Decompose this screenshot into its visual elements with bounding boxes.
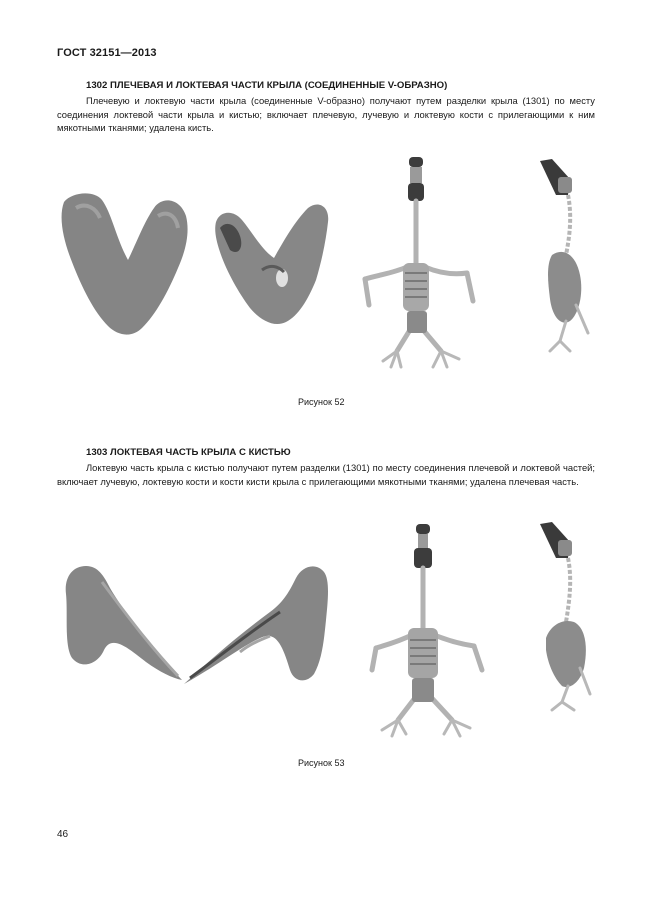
section-title-1302: 1302 ПЛЕЧЕВАЯ И ЛОКТЕВАЯ ЧАСТИ КРЫЛА (СОЕДИНЕННЫЕ V-ОБРАЗНО) bbox=[86, 80, 448, 91]
bird-skeleton-side-image-52 bbox=[530, 155, 605, 355]
forearm-wing-left-image bbox=[62, 560, 187, 685]
section-text-1302: Плечевую и локтевую части крыла (соединенные V-образно) получают путем разделки крыла (1301) по месту соединения локтевой части крыла и кистью; включает плечевую, лучевую и локтевую кости с прилегающими к ним мякотными тканями; удалена кисть. bbox=[57, 95, 595, 134]
wing-v-front-image bbox=[58, 188, 193, 338]
bird-skeleton-side-image-53 bbox=[532, 518, 602, 713]
section-title-1303: 1303 ЛОКТЕВАЯ ЧАСТЬ КРЫЛА С КИСТЬЮ bbox=[86, 447, 291, 458]
forearm-wing-right-image bbox=[180, 560, 335, 685]
bird-skeleton-front-image-52 bbox=[355, 155, 485, 370]
document-code: ГОСТ 32151—2013 bbox=[57, 47, 157, 59]
wing-v-back-image bbox=[212, 200, 332, 328]
section-text-1303: Локтевую часть крыла с кистью получают путем разделки (1301) по месту соединения плечевой и локтевой частей; включает лучевую, локтевую кости и кости кисти крыла с прилегающими мякотными тканями; удалена плечевая часть. bbox=[57, 462, 595, 487]
figure-caption-53: Рисунок 53 bbox=[298, 758, 345, 768]
page-number: 46 bbox=[57, 829, 69, 840]
figure-caption-52: Рисунок 52 bbox=[298, 397, 345, 407]
bird-skeleton-front-image-53 bbox=[362, 520, 492, 740]
